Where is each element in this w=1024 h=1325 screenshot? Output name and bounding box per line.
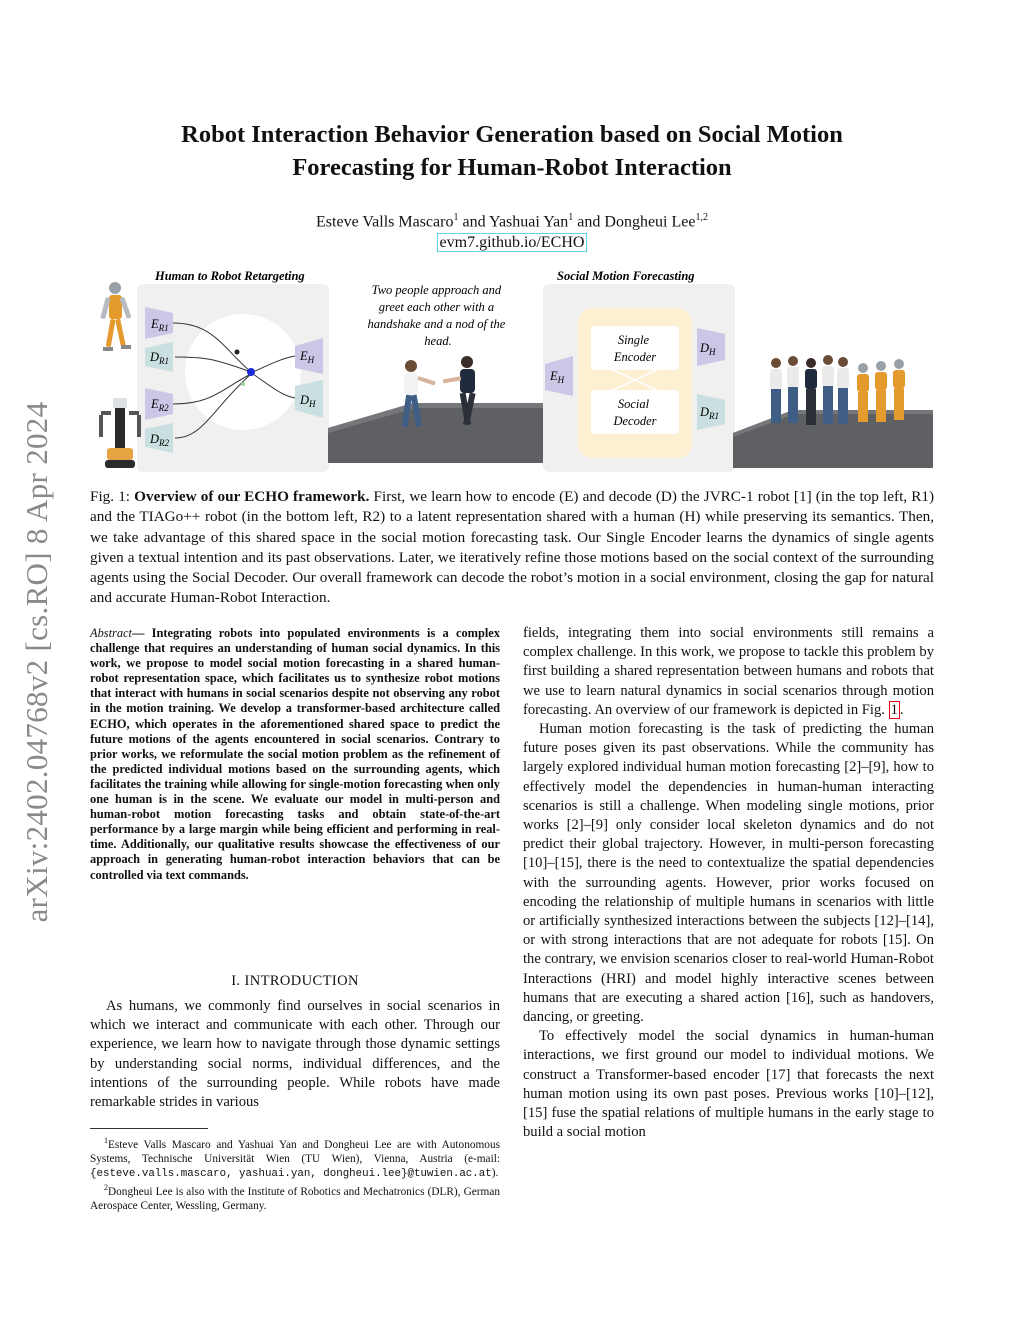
- footnote-text: Dongheui Lee is also with the Institute of Robotics and Mechatronics (DLR), German Aerospace Center, Wessling, Germany.: [90, 1185, 500, 1212]
- latent-point: [235, 350, 240, 355]
- abstract: [90, 626, 500, 883]
- encoder-r2-symbol: E: [151, 397, 159, 411]
- decoder-h-symbol: D: [300, 393, 310, 407]
- latent-point: [241, 382, 245, 386]
- text-intention-prompt: [368, 283, 509, 348]
- footnote-mark: 2: [104, 1182, 108, 1192]
- encoder-h-subscript: H: [557, 375, 565, 385]
- social-decoder-label: Social: [617, 397, 650, 411]
- decoder-h-block: [697, 328, 725, 366]
- encoder-r1-subscript: R1: [158, 323, 169, 333]
- retargeting-title: Human to Robot Retargeting: [155, 269, 305, 283]
- prompt-line: head.: [424, 334, 452, 348]
- footnote-2: [90, 1181, 500, 1213]
- footnote-rule: [90, 1128, 208, 1129]
- tiago-robot-figure: [99, 398, 141, 468]
- intro-right-column: [523, 624, 934, 1142]
- footnote-mark: 1: [104, 1136, 108, 1145]
- author-affiliation: 1: [568, 212, 574, 223]
- prompt-line: Two people approach and: [371, 283, 502, 297]
- project-link-row: [80, 234, 944, 252]
- abstract-label: Abstract: [90, 626, 132, 640]
- prompt-line: greet each other with a: [378, 300, 495, 314]
- paragraph-text: fields, integrating them into social environments still remains a complex challenge. In this work, we propose to tackle this problem by first building a shared representation between humans and robots that we use to learn natural dynamics in social scenarios through motion forecasting. An overview of our framework is depicted in Fig.: [523, 625, 934, 718]
- decoder-r2-subscript: R2: [159, 438, 170, 448]
- single-encoder-label: Single: [617, 333, 650, 347]
- project-link[interactable]: evm7.github.io/ECHO: [437, 233, 588, 252]
- caption-title: Overview of our ECHO framework.: [134, 488, 370, 505]
- author-name: Yashuai Yan: [488, 213, 569, 231]
- forecasting-title: Social Motion Forecasting: [557, 269, 695, 283]
- social-decoder-label: Decoder: [613, 414, 657, 428]
- latent-space-circle: [185, 314, 301, 430]
- figure-reference-link[interactable]: 1: [890, 701, 898, 718]
- decoder-h-subscript: H: [709, 347, 716, 357]
- author-affiliation: 1,2: [695, 212, 708, 223]
- decoder-h-symbol: D: [700, 341, 710, 355]
- author-name: Dongheui Lee: [604, 213, 696, 231]
- jvrc-robot-figure: [100, 282, 131, 351]
- overview-figure-svg: [93, 268, 933, 478]
- overview-figure: [93, 268, 933, 478]
- footnote-text: ).: [491, 1166, 499, 1179]
- decoder-h-subscript: H: [309, 399, 316, 409]
- decoder-r1-subscript: R1: [709, 411, 720, 421]
- footnotes: [90, 1134, 500, 1213]
- encoder-h-symbol: E: [300, 349, 308, 363]
- encoder-h-subscript: H: [307, 355, 315, 365]
- arxiv-identifier: arXiv:2402.04768v2 [cs.RO] 8 Apr 2024: [19, 401, 54, 923]
- paragraph: [523, 624, 934, 720]
- paragraph: To effectively model the social dynamics in human-human interactions, we first ground our model to individual motions. We construct a Transformer-based encoder [17] that forecasts the next human motion using its own past poses. Previous works [10]–[12], [15] fuse the spatial relations of multiple humans in the early stage to build a social motion: [523, 1028, 934, 1141]
- paper-title: [80, 118, 944, 184]
- footnote-1: [90, 1134, 500, 1181]
- paragraph-text: .: [899, 701, 904, 718]
- author-separator: and: [458, 213, 489, 231]
- decoder-r1-block: [697, 394, 725, 430]
- paragraph: As humans, we commonly find ourselves in social scenarios in which we interact and communicate with each other. Through our experience, we learn how to navigate through those dynamic settings by understanding social norms, individual differences, and the intentions of the surrounding people. While robots have made remarkable strides in various: [90, 998, 500, 1111]
- caption-prefix: Fig. 1:: [90, 488, 135, 505]
- figure-caption: [90, 487, 934, 609]
- title-line-1: Robot Interaction Behavior Generation based on Social Motion: [181, 121, 843, 148]
- paragraph: Human motion forecasting is the task of predicting the human future poses given its past observations. While the community has largely explored individual human motion forecasting [2]–[9], how to effectively model the dependencies in human-human interacting scenarios is still a challenge. When modeling single motions, prior works [2]–[9] only consider local skeleton dynamics and do not predict their global trajectory. However, in multi-person forecasting [10]–[15], there is the need to contextualize the spatial dependencies with the surrounding agents. However, prior works focused on encoding the relationship of multiple humans in scenarios with little or artificially synthesized interactions between the subjects [12]–[14], or with strong interactions that are not adequate for robots [15]. On the contrary, we envision scenarios closer to real-world Human-Robot Interactions (HRI) and model highly interactive scenes between humans that are executing a shared action [16], such as handovers, dancing, or greeting.: [523, 721, 934, 1026]
- decoder-r1-symbol: D: [150, 350, 160, 364]
- footnote-email: {esteve.valls.mascaro, yashuai.yan, dongheui.lee}@tuwien.ac.at: [90, 1167, 492, 1180]
- prompt-line: handshake and a nod of the: [367, 317, 506, 331]
- encoder-r1-symbol: E: [151, 317, 159, 331]
- abstract-text: — Integrating robots into populated environments is a complex challenge that requires an understanding of human social dynamics. In this work, we propose to model social motion forecasting in a shared human-robot representation space, which facilitates us to synthesize robot motions that interact with humans in social scenarios despite not observing any robot in the motion training. We develop a transformer-based architecture called ECHO, which operates in the aforementioned shared space to predict the future motions of the agents encountered in social scenarios. Contrary to prior works, we reformulate the social motion problem as the refinement of the predicted individual motions based on the surrounding agents, which facilitates the training while allowing for single-motion forecasting when only one human is in the scene. We evaluate our model in multi-person and human-robot motion forecasting tasks and obtain state-of-the-art performance by a large margin while being efficient and performing in real-time. Additionally, our qualitative results showcase the effectiveness of our approach in generating human-robot interaction behaviors that can be controlled via text commands.: [90, 626, 500, 882]
- footnote-text: Esteve Valls Mascaro and Yashuai Yan and Dongheui Lee are with Autonomous Systems, Technische Universität Wien (TU Wien), Vienna, Austria (e-mail:: [90, 1138, 500, 1165]
- encoder-h-symbol: E: [550, 369, 558, 383]
- forecast-scene: [733, 355, 933, 468]
- decoder-r1-subscript: R1: [159, 356, 170, 366]
- intro-left-column: [90, 997, 500, 1112]
- title-line-2: Forecasting for Human-Robot Interaction: [292, 154, 732, 181]
- single-encoder-label: Encoder: [613, 350, 657, 364]
- greeting-scene: [328, 356, 543, 463]
- caption-text: First, we learn how to encode (E) and decode (D) the JVRC-1 robot [1] (in the top left, R1) and the TIAGo++ robot (in the bottom left, R2) to a latent representation shared with a human (H) while preserving its semantics. Then, we take advantage of this shared space in the social motion forecasting task. Our Single Encoder learns the dynamics of single agents given a textual intention and its past observations. Later, we iteratively refine those motions based on the social context of the surrounding agents using the Social Decoder. Our overall framework can decode the robot’s motion in a social environment, closing the gap for natural and accurate Human-Robot Interaction.: [90, 488, 935, 607]
- section-heading: I. INTRODUCTION: [231, 973, 359, 989]
- author-affiliation: 1: [453, 212, 459, 223]
- latent-point: [247, 368, 255, 376]
- author-name: Esteve Valls Mascaro: [316, 213, 454, 231]
- author-list: [80, 212, 944, 231]
- author-separator: and: [573, 213, 605, 231]
- decoder-r2-symbol: D: [150, 432, 160, 446]
- decoder-r1-symbol: D: [700, 405, 710, 419]
- encoder-r2-subscript: R2: [158, 403, 169, 413]
